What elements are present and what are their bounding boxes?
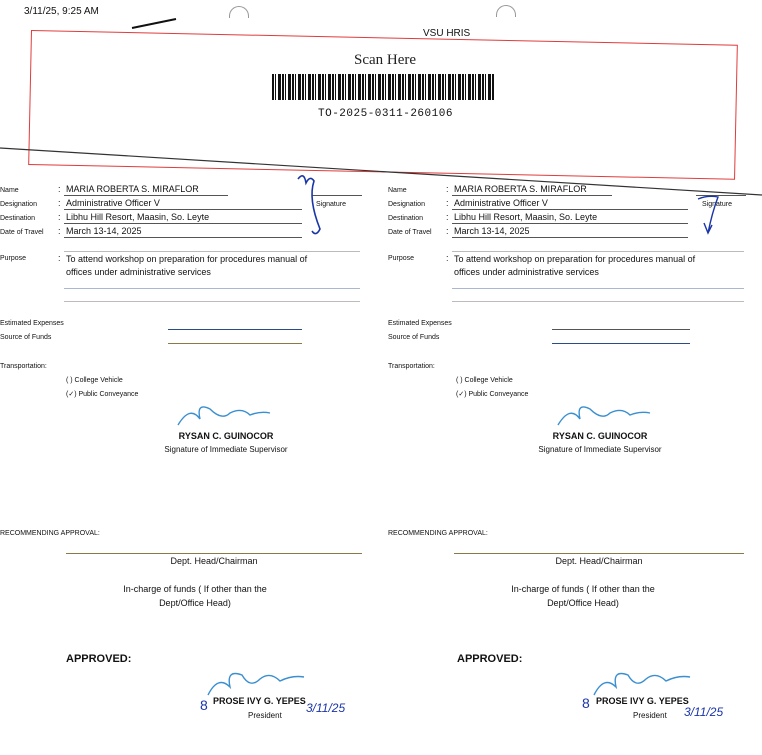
underline <box>452 195 612 196</box>
underline <box>64 237 302 238</box>
handwritten-signature <box>694 193 724 238</box>
label-destination: Destination <box>388 215 424 222</box>
president-name: PROSE IVY G. YEPES <box>596 696 689 706</box>
barcode-number: TO-2025-0311-260106 <box>318 108 453 120</box>
underline <box>552 329 690 330</box>
underline <box>452 209 688 210</box>
underline <box>452 223 688 224</box>
label-designation: Designation <box>0 201 37 208</box>
underline <box>168 329 302 330</box>
president-title: President <box>633 711 667 720</box>
incharge-label-line2: Dept/Office Head) <box>159 598 231 608</box>
president-title: President <box>248 711 282 720</box>
scan-title: Scan Here <box>354 52 417 68</box>
colon: : <box>446 212 449 222</box>
barcode[interactable] <box>272 74 494 100</box>
field-date-of-travel: March 13-14, 2025 <box>66 226 142 236</box>
underline <box>168 343 302 344</box>
label-source-of-funds: Source of Funds <box>0 334 52 341</box>
label-date-of-travel: Date of Travel <box>388 229 432 236</box>
pen-mark: 8 <box>582 695 590 711</box>
travel-form-right <box>388 183 762 743</box>
incharge-label-line1: In-charge of funds ( If other than the <box>511 584 655 594</box>
label-name: Name <box>388 187 407 194</box>
colon: : <box>446 253 449 263</box>
underline <box>66 553 362 554</box>
supervisor-signature <box>550 397 660 432</box>
underline <box>64 288 360 289</box>
handwritten-signature <box>290 169 335 244</box>
president-signature <box>586 661 696 701</box>
supervisor-title: Signature of Immediate Supervisor <box>164 445 288 454</box>
punch-hole-left <box>229 6 249 18</box>
label-designation: Designation <box>388 201 425 208</box>
field-date-of-travel: March 13-14, 2025 <box>454 226 530 236</box>
option-public-conveyance: (✓) Public Conveyance <box>456 391 529 398</box>
underline <box>64 251 360 252</box>
label-purpose: Purpose <box>388 255 415 262</box>
field-name: MARIA ROBERTA S. MIRAFLOR <box>454 184 587 194</box>
field-purpose-line1: To attend workshop on preparation for procedures manual of <box>454 254 696 264</box>
label-source-of-funds: Source of Funds <box>388 334 440 341</box>
colon: : <box>58 198 61 208</box>
field-purpose-line2: offices under administrative services <box>66 267 211 277</box>
supervisor-title: Signature of Immediate Supervisor <box>538 445 662 454</box>
label-date-of-travel: Date of Travel <box>0 229 44 236</box>
label-estimated-expenses: Estimated Expenses <box>388 320 452 327</box>
field-designation: Administrative Officer V <box>454 198 548 208</box>
supervisor-name: RYSAN C. GUINOCOR <box>552 431 648 441</box>
option-public-conveyance: (✓) Public Conveyance <box>66 391 139 398</box>
colon: : <box>58 184 61 194</box>
dept-head-label: Dept. Head/Chairman <box>170 556 258 566</box>
label-signature: Signature <box>316 201 346 208</box>
label-name: Name <box>0 187 19 194</box>
label-destination: Destination <box>0 215 36 222</box>
underline <box>452 301 744 302</box>
underline <box>64 195 228 196</box>
option-college-vehicle: ( ) College Vehicle <box>456 377 513 384</box>
punch-hole-right <box>496 5 516 17</box>
underline <box>552 343 690 344</box>
option-college-vehicle: ( ) College Vehicle <box>66 377 123 384</box>
pen-stroke <box>130 16 180 32</box>
underline <box>452 288 744 289</box>
colon: : <box>58 253 61 263</box>
underline <box>452 237 688 238</box>
travel-form-left <box>0 183 380 743</box>
incharge-label-line1: In-charge of funds ( If other than the <box>123 584 267 594</box>
pen-mark: 8 <box>200 697 208 713</box>
incharge-label-line2: Dept/Office Head) <box>547 598 619 608</box>
label-recommending-approval: RECOMMENDING APPROVAL: <box>388 530 488 537</box>
supervisor-signature <box>170 397 280 432</box>
label-signature: Signature <box>702 201 732 208</box>
label-transportation: Transportation: <box>388 363 435 370</box>
print-timestamp: 3/11/25, 9:25 AM <box>24 6 99 17</box>
colon: : <box>58 212 61 222</box>
field-destination: Libhu Hill Resort, Maasin, So. Leyte <box>66 212 210 222</box>
president-name: PROSE IVY G. YEPES <box>213 696 306 706</box>
field-purpose-line2: offices under administrative services <box>454 267 599 277</box>
system-name: VSU HRIS <box>423 28 471 39</box>
supervisor-name: RYSAN C. GUINOCOR <box>178 431 274 441</box>
president-signature <box>200 661 310 701</box>
underline <box>64 223 302 224</box>
handwritten-date: 3/11/25 <box>306 701 346 715</box>
colon: : <box>58 226 61 236</box>
field-destination: Libhu Hill Resort, Maasin, So. Leyte <box>454 212 598 222</box>
field-designation: Administrative Officer V <box>66 198 160 208</box>
underline <box>64 209 302 210</box>
underline <box>454 553 744 554</box>
handwritten-date: 3/11/25 <box>684 705 724 719</box>
colon: : <box>446 226 449 236</box>
label-transportation: Transportation: <box>0 363 47 370</box>
field-purpose-line1: To attend workshop on preparation for procedures manual of <box>66 254 308 264</box>
colon: : <box>446 198 449 208</box>
label-purpose: Purpose <box>0 255 27 262</box>
dept-head-label: Dept. Head/Chairman <box>555 556 643 566</box>
underline <box>452 251 744 252</box>
field-name: MARIA ROBERTA S. MIRAFLOR <box>66 184 199 194</box>
colon: : <box>446 184 449 194</box>
label-recommending-approval: RECOMMENDING APPROVAL: <box>0 530 100 537</box>
approved-label: APPROVED: <box>66 653 132 665</box>
label-estimated-expenses: Estimated Expenses <box>0 320 64 327</box>
approved-label: APPROVED: <box>457 653 523 665</box>
underline <box>64 301 360 302</box>
